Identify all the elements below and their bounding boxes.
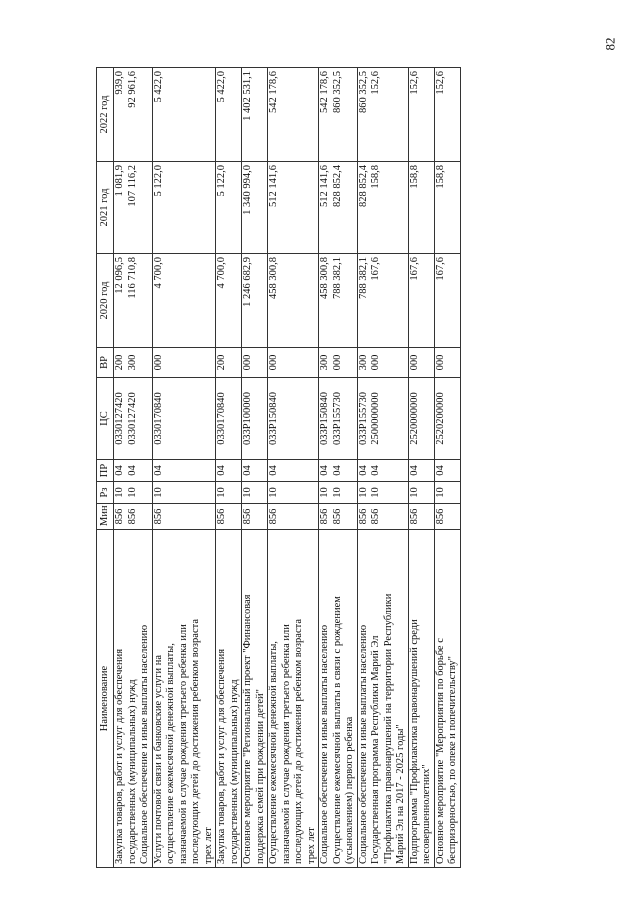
budget-table: [96, 67, 461, 868]
cell-y2020: [242, 254, 268, 348]
cell-min: [152, 504, 216, 530]
cell-line: назначаемой в случае рождения третьего ребенка или: [280, 624, 292, 864]
cell-line: 167,6: [434, 257, 446, 281]
cell-name: [319, 530, 358, 868]
cell-line: 033P150840: [268, 391, 279, 446]
cell-line: 10: [408, 487, 420, 498]
cell-name: [242, 530, 268, 868]
cell-min: [242, 504, 268, 530]
cell-vr: [114, 348, 153, 378]
cell-line: 033P155730: [357, 391, 369, 446]
cell-y2020: [152, 254, 216, 348]
cell-min: [268, 504, 319, 530]
cell-cs: [357, 378, 408, 460]
cell-pr: [319, 460, 358, 482]
cell-line: Социальное обеспечение и иные выплаты населению: [319, 624, 330, 864]
cell-cs: [114, 378, 153, 460]
cell-line: 158,8: [434, 165, 446, 189]
cell-y2020: [319, 254, 358, 348]
header-2022: 2022 год: [97, 68, 114, 162]
cell-y2021: [434, 162, 460, 254]
table-row: [216, 68, 242, 868]
cell-line: 10: [152, 487, 164, 498]
cell-min: [408, 504, 434, 530]
header-2020: 2020 год: [97, 254, 114, 348]
cell-line: 0330127420: [126, 392, 138, 445]
cell-line: трех лет: [202, 827, 214, 864]
cell-name: [408, 530, 434, 868]
cell-line: 5 422,0: [216, 71, 227, 103]
cell-line: 000: [434, 354, 446, 371]
cell-cs: [319, 378, 358, 460]
cell-line: 828 852,4: [331, 165, 343, 207]
cell-pr: [268, 460, 319, 482]
header-name: Наименование: [97, 530, 114, 868]
cell-pr: [152, 460, 216, 482]
cell-line: 5 422,0: [152, 71, 164, 103]
cell-line: 512 141,6: [268, 165, 279, 207]
header-cs: ЦС: [97, 378, 114, 460]
cell-line: 828 852,4: [357, 165, 369, 207]
cell-line: 1 081,9: [114, 165, 125, 197]
cell-y2022: [408, 68, 434, 162]
cell-y2022: [357, 68, 408, 162]
cell-line: 542 178,6: [268, 71, 279, 113]
table-row: [152, 68, 216, 868]
cell-y2020: [357, 254, 408, 348]
cell-line: 856: [216, 508, 227, 525]
cell-line: 167,6: [370, 257, 381, 281]
cell-line: 158,8: [408, 165, 420, 189]
cell-line: государственных (муниципальных) нужд: [126, 679, 138, 864]
cell-y2021: [216, 162, 242, 254]
cell-line: 152,6: [434, 71, 446, 95]
cell-line: Социальное обеспечение и иные выплаты населению: [357, 624, 369, 864]
cell-vr: [152, 348, 216, 378]
cell-vr: [216, 348, 242, 378]
cell-line: 158,8: [370, 165, 381, 189]
cell-line: назначаемой в случае рождения третьего ребенка или: [177, 624, 189, 864]
cell-line: 856: [114, 508, 125, 525]
cell-line: 000: [152, 354, 164, 371]
cell-vr: [242, 348, 268, 378]
cell-line: 10: [319, 487, 330, 498]
table-header-row: [97, 68, 114, 868]
cell-y2021: [357, 162, 408, 254]
cell-pr: [357, 460, 408, 482]
cell-line: Государственная программа Республики Марий Эл: [370, 635, 381, 864]
cell-line: Социальное обеспечение и иные выплаты населению: [139, 624, 150, 864]
cell-line: 1 402 531,1: [242, 71, 253, 121]
cell-min: [114, 504, 153, 530]
cell-line: поддержка семей при рождении детей": [254, 689, 266, 864]
cell-line: 458 300,8: [319, 257, 330, 299]
cell-rz: [114, 482, 153, 504]
cell-line: 04: [126, 465, 138, 476]
cell-cs: [434, 378, 460, 460]
cell-y2022: [319, 68, 358, 162]
cell-line: 04: [216, 465, 227, 476]
cell-line: 04: [242, 465, 253, 476]
cell-line: 04: [152, 465, 164, 476]
cell-line: 033P150840: [319, 391, 330, 446]
table-row: [434, 68, 460, 868]
cell-y2022: [152, 68, 216, 162]
cell-pr: [216, 460, 242, 482]
cell-line: Осуществление ежемесячной выплаты в связи с рождением: [331, 596, 343, 864]
cell-line: 10: [114, 487, 125, 498]
cell-rz: [152, 482, 216, 504]
table-row: [357, 68, 408, 868]
cell-y2020: [434, 254, 460, 348]
cell-y2021: [242, 162, 268, 254]
cell-y2022: [242, 68, 268, 162]
cell-line: 5 122,0: [152, 165, 164, 197]
cell-line: 2520200000: [434, 392, 446, 445]
cell-line: 2500000000: [370, 392, 381, 445]
cell-line: 10: [268, 487, 279, 498]
cell-rz: [357, 482, 408, 504]
table-row: [114, 68, 153, 868]
cell-line: 116 710,8: [126, 257, 138, 299]
cell-pr: [242, 460, 268, 482]
cell-y2022: [434, 68, 460, 162]
cell-rz: [434, 482, 460, 504]
cell-line: 200: [114, 354, 125, 371]
cell-min: [319, 504, 358, 530]
cell-y2022: [114, 68, 153, 162]
cell-line: 856: [152, 508, 164, 525]
header-2021: 2021 год: [97, 162, 114, 254]
cell-line: 860 352,5: [357, 71, 369, 113]
cell-line: Марий Эл на 2017 - 2025 годы": [395, 724, 406, 864]
header-min: Мин: [97, 504, 114, 530]
cell-y2021: [408, 162, 434, 254]
cell-line: 10: [242, 487, 253, 498]
cell-line: Закупка товаров, работ и услуг для обеспечения: [216, 648, 227, 864]
cell-line: 856: [434, 508, 446, 525]
cell-line: 167,6: [408, 257, 420, 281]
cell-line: 300: [357, 354, 369, 371]
header-rz: Рз: [97, 482, 114, 504]
cell-line: 1 340 994,0: [242, 165, 253, 215]
cell-name: [216, 530, 242, 868]
cell-name: [268, 530, 319, 868]
cell-rz: [242, 482, 268, 504]
cell-cs: [216, 378, 242, 460]
cell-line: 04: [357, 465, 369, 476]
cell-cs: [268, 378, 319, 460]
cell-pr: [434, 460, 460, 482]
cell-line: 5 122,0: [216, 165, 227, 197]
cell-y2020: [216, 254, 242, 348]
cell-line: 12 096,5: [114, 257, 125, 294]
cell-line: 92 961,6: [126, 71, 138, 108]
cell-y2021: [268, 162, 319, 254]
cell-line: "Профилактика правонарушений на территории Республики: [382, 593, 394, 864]
cell-cs: [408, 378, 434, 460]
cell-line: 512 141,6: [319, 165, 330, 207]
cell-line: Основное мероприятие "Региональный проект "Финансовая: [242, 594, 253, 864]
cell-line: 939,0: [114, 71, 125, 95]
cell-line: 10: [370, 487, 381, 498]
cell-line: 10: [216, 487, 227, 498]
cell-line: 2520000000: [408, 392, 420, 445]
cell-line: 152,6: [370, 71, 381, 95]
cell-line: 856: [319, 508, 330, 525]
cell-min: [357, 504, 408, 530]
cell-line: 856: [357, 508, 369, 525]
cell-cs: [242, 378, 268, 460]
cell-line: 04: [268, 465, 279, 476]
cell-vr: [268, 348, 319, 378]
cell-y2020: [408, 254, 434, 348]
cell-vr: [434, 348, 460, 378]
cell-name: [357, 530, 408, 868]
cell-y2022: [268, 68, 319, 162]
cell-line: 788 382,1: [331, 257, 343, 299]
cell-line: 033P100000: [242, 391, 253, 446]
cell-rz: [216, 482, 242, 504]
cell-line: 152,6: [408, 71, 420, 95]
cell-line: 856: [268, 508, 279, 525]
cell-line: 458 300,8: [268, 257, 279, 299]
cell-cs: [152, 378, 216, 460]
cell-line: 107 116,2: [126, 165, 138, 207]
cell-line: 1 246 682,9: [242, 257, 253, 307]
cell-line: Подпрограмма "Профилактика правонарушений среди: [408, 619, 420, 864]
table-row: [242, 68, 268, 868]
cell-min: [216, 504, 242, 530]
cell-line: беспризорностью, по опеке и попечительству": [447, 656, 458, 864]
cell-name: [152, 530, 216, 868]
table-row: [408, 68, 434, 868]
cell-line: осуществление ежемесячной денежной выплаты,: [165, 643, 176, 864]
page-number: 82: [602, 37, 618, 51]
cell-y2020: [114, 254, 153, 348]
cell-y2022: [216, 68, 242, 162]
table-body: [114, 68, 461, 868]
cell-line: последующих детей до достижения ребенком возраста: [190, 619, 201, 864]
cell-line: 10: [331, 487, 343, 498]
cell-line: Основное мероприятие "Мероприятия по борьбе с: [434, 638, 446, 864]
cell-line: 0330170840: [152, 392, 164, 445]
cell-line: 200: [216, 354, 227, 371]
cell-line: 0330170840: [216, 392, 227, 445]
table-row: [268, 68, 319, 868]
cell-line: государственных (муниципальных) нужд: [228, 679, 240, 864]
cell-line: 04: [370, 465, 381, 476]
cell-line: 300: [126, 354, 138, 371]
cell-line: 856: [370, 508, 381, 525]
cell-line: 04: [114, 465, 125, 476]
cell-line: 0330127420: [114, 392, 125, 445]
cell-y2020: [268, 254, 319, 348]
cell-rz: [319, 482, 358, 504]
cell-vr: [408, 348, 434, 378]
cell-line: 04: [408, 465, 420, 476]
cell-name: [114, 530, 153, 868]
cell-pr: [408, 460, 434, 482]
cell-line: последующих детей до достижения ребенком возраста: [293, 619, 304, 864]
cell-line: 000: [242, 354, 253, 371]
cell-line: 788 382,1: [357, 257, 369, 299]
cell-line: 000: [370, 354, 381, 371]
cell-y2021: [319, 162, 358, 254]
cell-line: 860 352,5: [331, 71, 343, 113]
cell-line: 856: [408, 508, 420, 525]
cell-name: [434, 530, 460, 868]
cell-line: 000: [268, 354, 279, 371]
cell-line: 4 700,0: [216, 257, 227, 289]
cell-line: трех лет: [305, 827, 317, 864]
cell-min: [434, 504, 460, 530]
cell-line: 856: [242, 508, 253, 525]
header-vr: ВР: [97, 348, 114, 378]
cell-y2021: [152, 162, 216, 254]
cell-line: 300: [319, 354, 330, 371]
cell-y2021: [114, 162, 153, 254]
cell-line: 000: [331, 354, 343, 371]
cell-rz: [268, 482, 319, 504]
budget-table-rotated: [96, 68, 616, 868]
cell-vr: [319, 348, 358, 378]
cell-line: (усыновлением) первого ребенка: [344, 716, 355, 864]
cell-line: 000: [408, 354, 420, 371]
cell-line: 10: [357, 487, 369, 498]
cell-line: 4 700,0: [152, 257, 164, 289]
cell-line: 542 178,6: [319, 71, 330, 113]
header-pr: ПР: [97, 460, 114, 482]
cell-pr: [114, 460, 153, 482]
cell-line: 04: [331, 465, 343, 476]
cell-line: 033P155730: [331, 391, 343, 446]
cell-line: Услуги почтовой связи и банковские услуги на: [152, 654, 164, 864]
cell-vr: [357, 348, 408, 378]
cell-line: 10: [126, 487, 138, 498]
cell-line: 10: [434, 487, 446, 498]
cell-rz: [408, 482, 434, 504]
cell-line: 856: [126, 508, 138, 525]
cell-line: Закупка товаров, работ и услуг для обеспечения: [114, 648, 125, 864]
cell-line: 04: [319, 465, 330, 476]
cell-line: несовершеннолетних": [421, 764, 432, 864]
cell-line: 04: [434, 465, 446, 476]
cell-line: Осуществление ежемесячной денежной выплаты,: [268, 641, 279, 864]
cell-line: 856: [331, 508, 343, 525]
table-row: [319, 68, 358, 868]
